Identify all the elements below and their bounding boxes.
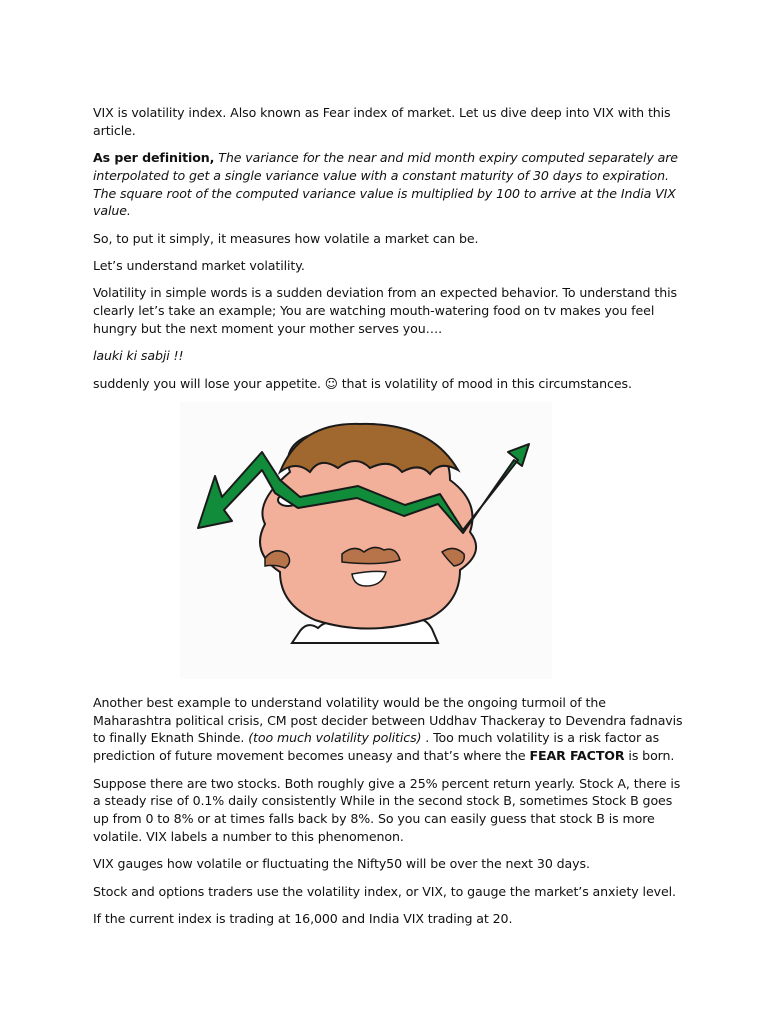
politics-paragraph: Another best example to understand volatility would be the ongoing turmoil of the Maharashtra political crisis, CM post decider between Uddhav Thackeray to Devendra fadnavis to finally Eknath Shinde. (too much volatility politics) . Too much volatility is a risk factor as prediction of future movement becomes uneasy and that’s where the FEAR FACTOR is born.	[93, 694, 683, 764]
traders-paragraph: Stock and options traders use the volatility index, or VIX, to gauge the market’s anxiety level.	[93, 883, 676, 899]
volatility-illustration	[180, 402, 552, 679]
volatility-face-icon	[180, 402, 552, 679]
document-page	[93, 104, 683, 937]
index-paragraph: If the current index is trading at 16,000 and India VIX trading at 20.	[93, 910, 513, 926]
definition-label: As per definition,	[93, 150, 215, 166]
nifty-paragraph: VIX gauges how volatile or fluctuating the Nifty50 will be over the next 30 days.	[93, 856, 590, 872]
mustache-left	[265, 551, 290, 568]
dish-paragraph: lauki ki sabji !!	[93, 348, 184, 364]
summary-paragraph: So, to put it simply, it measures how volatile a market can be.	[93, 230, 479, 246]
intro-paragraph: VIX is volatility index. Also known as Fear index of market. Let us dive deep into VIX with this article.	[93, 105, 671, 138]
stocks-paragraph: Suppose there are two stocks. Both roughly give a 25% percent return yearly. Stock A, there is a steady rise of 0.1% daily consistently While in the second stock B, sometimes Stock B goes up from 0 to 8% or at times falls back by 8%. So you can easily guess that stock B is more volatile. VIX labels a number to this phenomenon.	[93, 775, 681, 844]
definition-paragraph	[93, 149, 683, 220]
understand-paragraph: Let’s understand market volatility.	[93, 258, 305, 274]
mustache-center	[342, 547, 400, 563]
appetite-paragraph: suddenly you will lose your appetite. ☺ that is volatility of mood in this circumstances.	[93, 375, 632, 391]
fear-factor-highlight: FEAR FACTOR	[529, 748, 625, 764]
example-paragraph: Volatility in simple words is a sudden deviation from an expected behavior. To understand this clearly let’s take an example; You are watching mouth-watering food on tv makes you feel hungry but the next moment your mother serves you….	[93, 285, 677, 336]
definition-text: The variance for the near and mid month expiry computed separately are interpolated to get a single variance value with a constant maturity of 30 days to expiration. The square root of the computed variance value is multiplied by 100 to arrive at the India VIX value.	[93, 150, 678, 219]
